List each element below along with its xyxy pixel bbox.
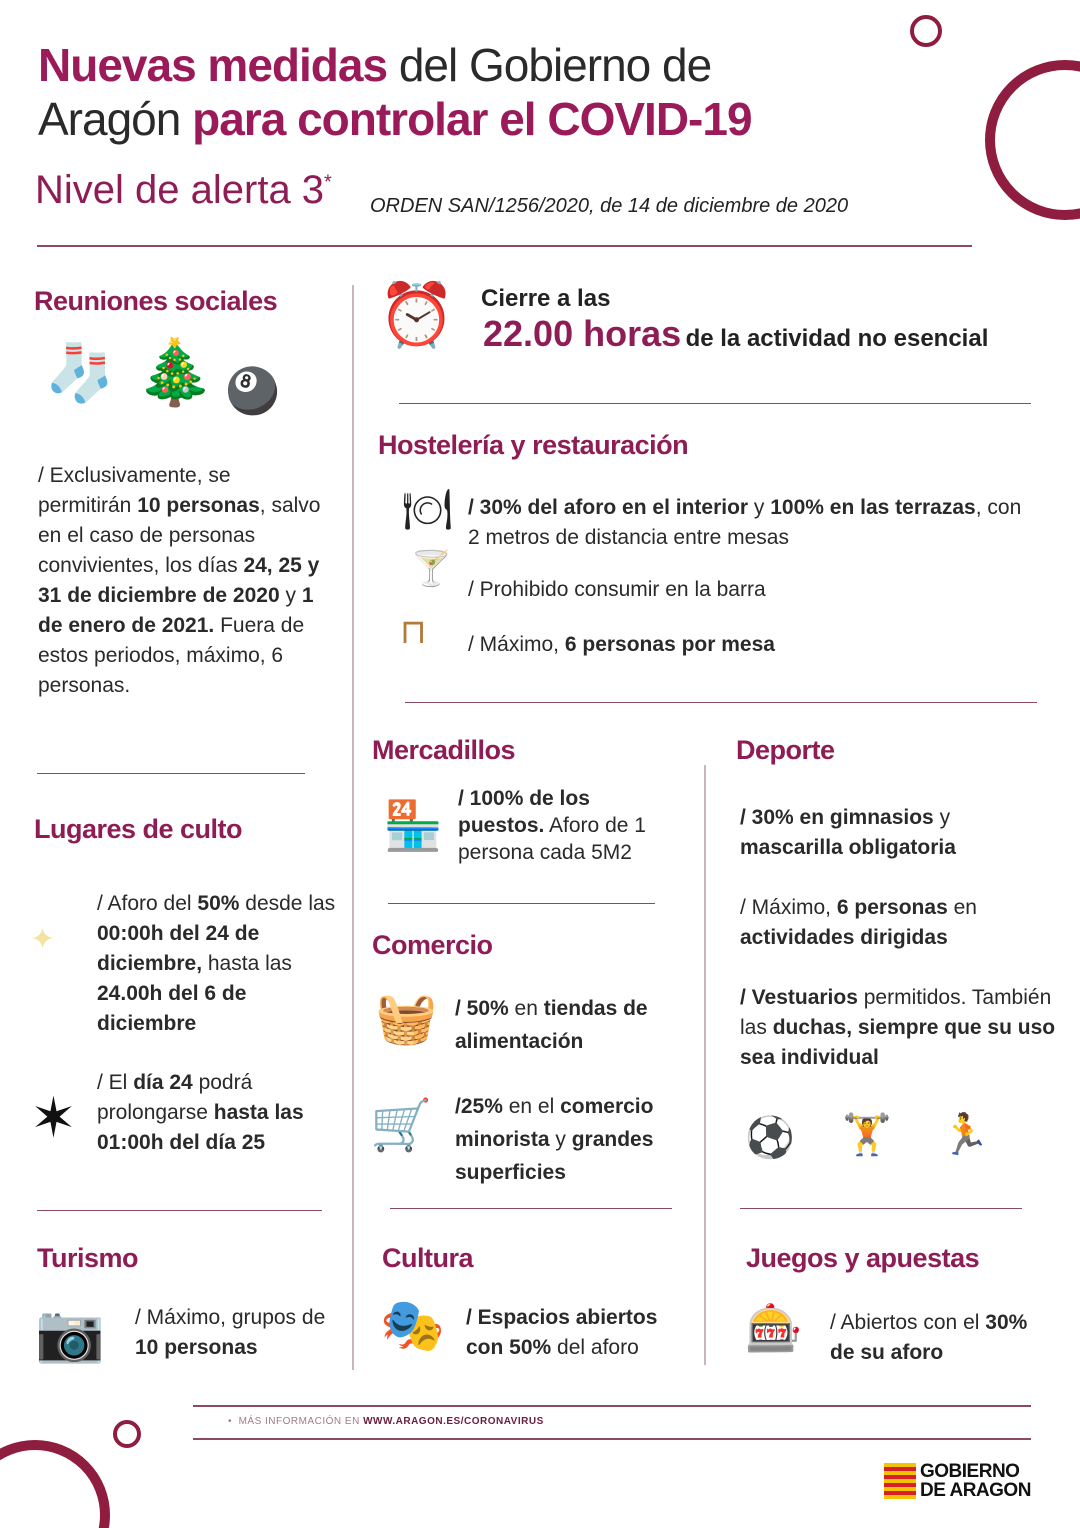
text: / Máximo, grupos de	[135, 1306, 326, 1329]
text: , con 2 metros de distancia entre mesas	[468, 496, 1022, 549]
text: desde las	[239, 892, 336, 915]
hosteleria-item-2	[468, 575, 766, 605]
bold-text: 6 personas	[836, 896, 948, 919]
bold-text: grandes superficies	[455, 1128, 654, 1184]
bold-text: / Vestuarios	[740, 986, 858, 1009]
text: / Aforo del	[97, 892, 198, 915]
text: podrá prolongarse	[97, 1071, 253, 1124]
bold-text: comercio minorista	[455, 1095, 654, 1151]
text: / Máximo,	[740, 896, 837, 919]
bold-text: / 30% del aforo en el interior	[468, 496, 749, 519]
bold-text: Nuevas medidas	[38, 39, 388, 91]
text: y	[933, 806, 951, 829]
juegos-heading: Juegos y apuestas	[746, 1243, 980, 1273]
text: y	[279, 584, 302, 607]
bold-text: 10 personas	[135, 1336, 258, 1359]
turismo-text	[135, 1303, 335, 1363]
more-info-link[interactable]: WWW.ARAGON.ES/CORONAVIRUS	[363, 1416, 544, 1427]
deporte-item-3	[740, 983, 1060, 1073]
more-info-label: MÁS INFORMACIÓN EN	[238, 1416, 364, 1427]
bold-text: 50%	[197, 892, 240, 915]
comercio-item-1	[455, 992, 690, 1058]
bold-text: hasta las 01:00h del día 25	[97, 1101, 304, 1154]
more-info	[228, 1416, 544, 1427]
bold-text: 24.00h del 6 de diciembre	[97, 982, 247, 1035]
hosteleria-heading: Hostelería y restauración	[378, 430, 689, 460]
cocktail-icon: 🍸	[410, 550, 453, 588]
ornaments-icon: 🎱	[225, 367, 280, 416]
text: en	[508, 997, 544, 1020]
bold-text: duchas, siempre que su uso sea individual	[740, 1016, 1056, 1069]
hosteleria-item-1	[468, 493, 1038, 553]
culto-heading: Lugares de culto	[34, 814, 243, 844]
bold-text: actividades dirigidas	[740, 926, 948, 949]
title-line-2	[38, 92, 752, 146]
closing-time: 22.00 horas	[483, 313, 682, 354]
virus-bottom-small-icon	[113, 1420, 141, 1448]
text: / Abiertos con el	[830, 1311, 986, 1334]
virus-bottom-icon	[0, 1440, 110, 1528]
order-reference: ORDEN SAN/1256/2020, de 14 de diciembre de 2020	[370, 195, 849, 217]
logo-line-1: GOBIERNO	[920, 1461, 1020, 1482]
bullet: •	[228, 1416, 233, 1427]
culto-item-2	[97, 1068, 337, 1158]
market-stall-icon: 🏪	[383, 800, 443, 853]
bold-text: 00:00h del 24 de diciembre,	[97, 922, 260, 975]
bold-text: 24, 25 y 31 de diciembre de 2020	[38, 554, 320, 607]
text: / Máximo,	[468, 633, 565, 656]
cultura-text	[466, 1303, 696, 1363]
cloche-icon: 🍽	[402, 488, 453, 532]
turismo-heading: Turismo	[37, 1243, 139, 1273]
bold-text: día 24	[133, 1071, 193, 1094]
closing-line1: Cierre a las	[481, 285, 611, 312]
star-icon: ✶	[30, 1086, 77, 1149]
juegos-text	[830, 1308, 1030, 1368]
bold-text: mascarilla obligatoria	[740, 836, 956, 859]
mercadillos-text	[458, 785, 678, 866]
text: , salvo en el caso de personas convivientes, los días	[38, 494, 321, 577]
bold-text: 30% de su aforo	[830, 1311, 1028, 1364]
deporte-heading: Deporte	[736, 735, 835, 765]
text: Fuera de estos periodos, máximo, 6 personas.	[38, 614, 305, 697]
text: Aragón	[38, 93, 193, 145]
text: y	[549, 1128, 572, 1151]
bold-text: 10 personas	[137, 494, 260, 517]
logo-line-2: DE ARAGON	[920, 1480, 1031, 1501]
comercio-heading: Comercio	[372, 930, 493, 960]
alert-footnote-mark: *	[324, 171, 332, 194]
bold-text: para controlar el COVID-19	[192, 93, 752, 145]
cultura-heading: Cultura	[382, 1243, 473, 1273]
bold-text: / 50%	[455, 997, 509, 1020]
bold-text: / 100% de los puestos.	[458, 787, 590, 837]
christmas-tree-icon: 🎄	[135, 336, 215, 408]
bold-text: 1 de enero de 2021.	[38, 584, 314, 637]
table-chairs-icon: ⊓	[400, 613, 427, 651]
poker-chips-icon: 🎰	[745, 1302, 803, 1354]
grocery-basket-icon: 🧺	[375, 990, 438, 1046]
virus-small-icon	[910, 15, 942, 47]
text: permitidos. También las	[740, 986, 1052, 1039]
bold-text: 6 personas por mesa	[564, 633, 775, 656]
alert-level-text: Nivel de alerta 3	[35, 168, 325, 212]
culto-item-1	[97, 889, 347, 1039]
mercadillos-heading: Mercadillos	[372, 735, 516, 765]
theater-masks-icon: 🎭	[380, 1297, 445, 1355]
alarm-clock-icon: ⏰	[378, 281, 456, 350]
text: / Exclusivamente, se permitirán	[38, 464, 231, 517]
text: en	[947, 896, 977, 919]
weightlifter-icon: 🏋	[842, 1113, 892, 1157]
closing-rest: de la actividad no esencial	[685, 325, 989, 352]
reuniones-heading: Reuniones sociales	[34, 286, 278, 316]
deporte-item-2	[740, 893, 1050, 953]
alert-level	[35, 168, 332, 213]
gobierno-logo	[920, 1462, 1031, 1500]
soccer-ball-icon: ⚽	[745, 1116, 795, 1160]
sparkle-icon: ✦	[30, 923, 56, 956]
text: y	[748, 496, 771, 519]
aragon-flag-icon	[884, 1463, 916, 1499]
camera-icon: 📷	[35, 1301, 105, 1364]
deporte-item-1	[740, 803, 1050, 863]
closing-time-line	[483, 313, 988, 355]
shopping-cart-icon: 🛒	[370, 1097, 433, 1153]
comercio-item-2	[455, 1090, 695, 1189]
text: Aforo de 1 persona cada 5M2	[458, 814, 646, 864]
text: / El	[97, 1071, 134, 1094]
bold-text: tiendas de alimentación	[455, 997, 648, 1053]
bold-text: / Espacios abiertos con 50%	[466, 1306, 658, 1359]
text: del Gobierno de	[387, 39, 712, 91]
text: / Prohibido consumir en la barra	[468, 578, 766, 601]
reuniones-text	[38, 461, 328, 701]
title-line-1	[38, 38, 711, 92]
bold-text: /25%	[455, 1095, 503, 1118]
text: del aforo	[551, 1336, 639, 1359]
text: hasta las	[202, 952, 292, 975]
hosteleria-item-3	[468, 630, 775, 660]
stocking-icon: 🧦	[45, 341, 115, 404]
bold-text: / 30% en gimnasios	[740, 806, 934, 829]
text: en el	[502, 1095, 561, 1118]
bold-text: 100% en las terrazas	[770, 496, 976, 519]
virus-icon	[985, 60, 1080, 220]
runner-icon: 🏃	[940, 1113, 990, 1157]
